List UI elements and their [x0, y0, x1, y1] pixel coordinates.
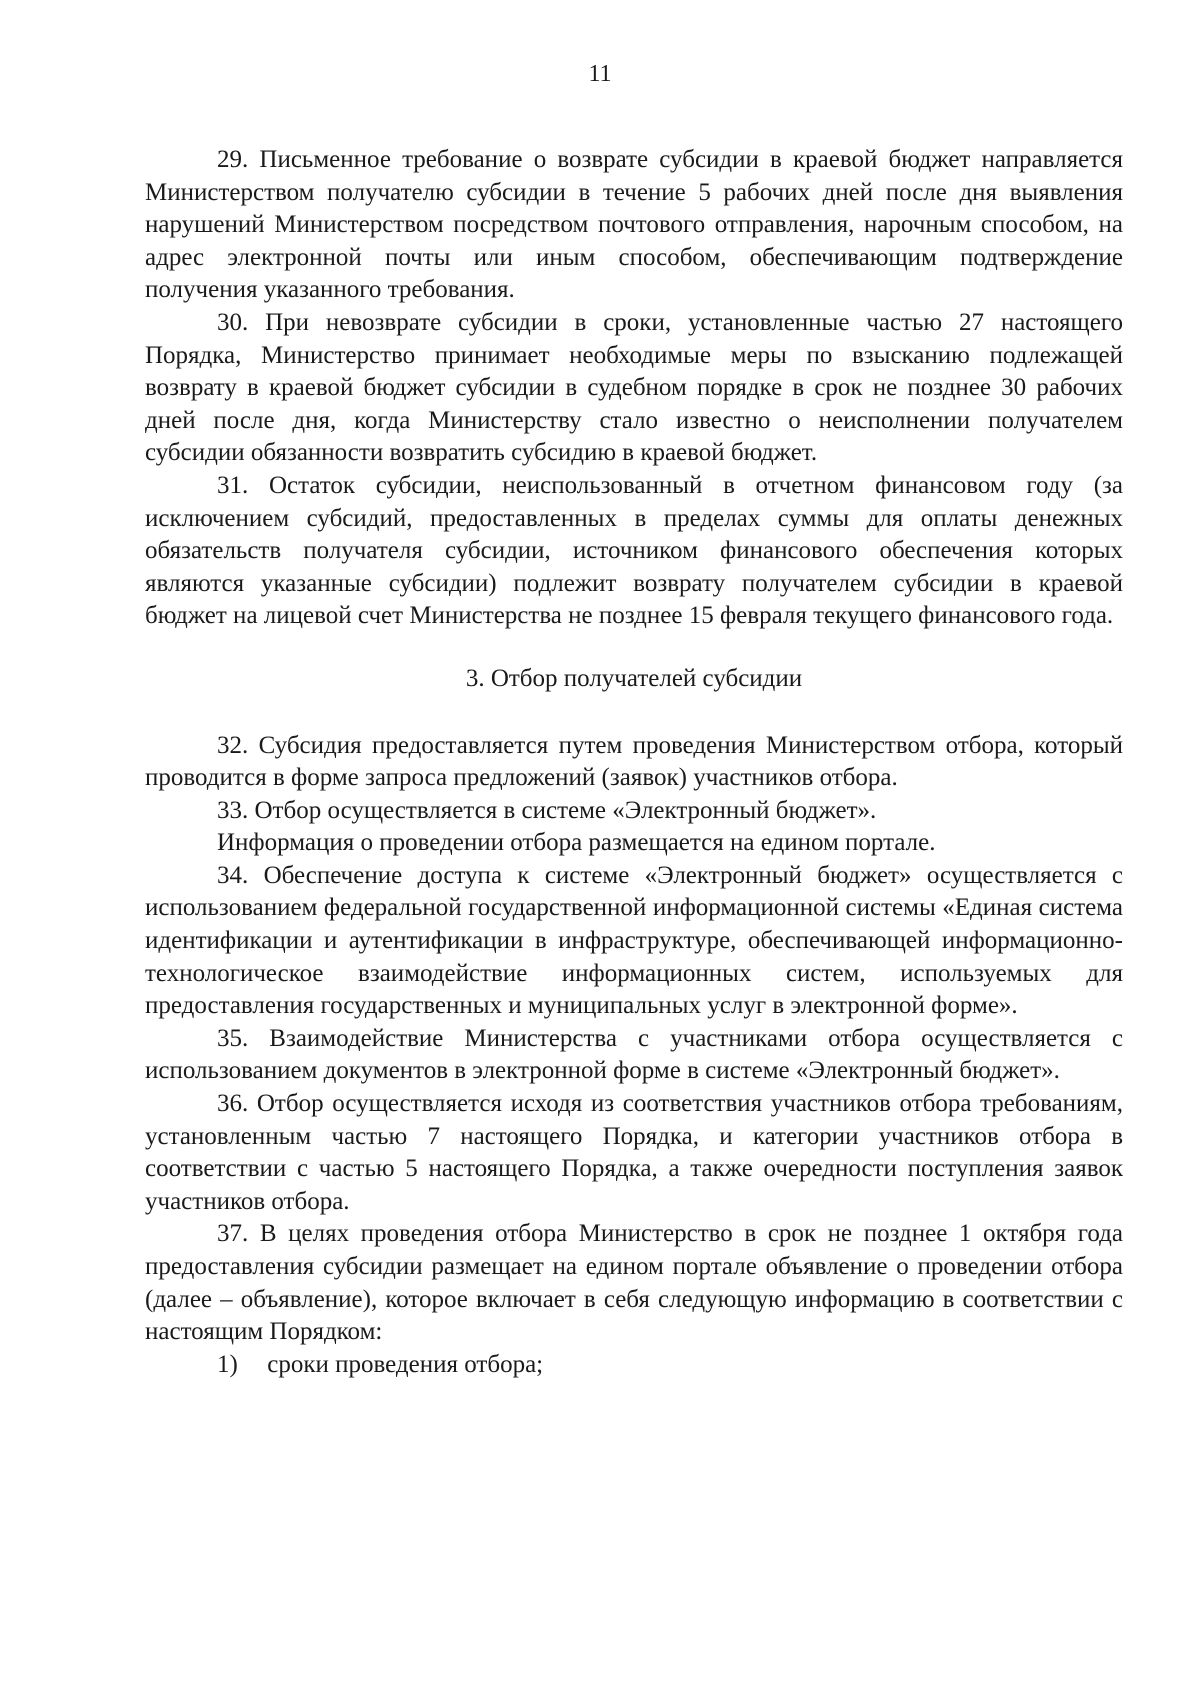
paragraph-35: 35. Взаимодействие Министерства с участниками отбора осуществляется с использованием документов в электронной форме в системе «Электронный бюджет». — [145, 1024, 1123, 1085]
paragraph-34: 34. Обеспечение доступа к системе «Электронный бюджет» осуществляется с использованием федеральной государственной информационной системы «Единая система идентификации и аутентификации в инфраструктуре, обеспечивающей информационно-технологическое взаимодействие информационных систем, используемых для предоставления государственных и муниципальных услуг в электронной форме». — [145, 861, 1123, 1020]
list-item — [145, 1349, 1123, 1382]
section-heading: 3. Отбор получателей субсидии — [465, 664, 803, 692]
paragraph-29: 29. Письменное требование о возврате субсидии в краевой бюджет направляется Министерством получателю субсидии в течение 5 рабочих дней после дня выявления нарушений Министерством посредством почтового отправления, нарочным способом, на адрес электронной почты или иным способом, обеспечивающим подтверждение получения указанного требования. — [145, 146, 1123, 304]
page-number: 11 — [588, 61, 612, 87]
document-body — [145, 144, 1123, 1381]
paragraph-32: 32. Субсидия предоставляется путем проведения Министерством отбора, который проводится в форме запроса предложений (заявок) участников отбора. — [145, 731, 1123, 792]
paragraph-30: 30. При невозврате субсидии в сроки, установленные частью 27 настоящего Порядка, Министерство принимает необходимые меры по взысканию подлежащей возврату в краевой бюджет субсидии в судебном порядке в срок не позднее 30 рабочих дней после дня, когда Министерству стало известно о неисполнении получателем субсидии обязанности возвратить субсидию в краевой бюджет. — [145, 308, 1123, 467]
paragraph-33: 33. Отбор осуществляется в системе «Электронный бюджет». — [217, 796, 877, 824]
paragraph-36: 36. Отбор осуществляется исходя из соответствия участников отбора требованиям, установленным частью 7 настоящего Порядка, и категории участников отбора в соответствии с частью 5 настоящего Порядка, а также очередности поступления заявок участников отбора. — [145, 1090, 1123, 1215]
paragraph-31: 31. Остаток субсидии, неиспользованный в отчетном финансовом году (за исключением субсидий, предоставленных в пределах суммы для оплаты денежных обязательств получателя субсидии, источником финансового обеспечения которых являются указанные субсидии) подлежит возврату получателем субсидии в краевой бюджет на лицевой счет Министерства не позднее 15 февраля текущего финансового года. — [145, 471, 1123, 630]
list-item-text: сроки проведения отбора; — [267, 1350, 544, 1378]
paragraph-37: 37. В целях проведения отбора Министерство в срок не позднее 1 октября года предоставления субсидии размещает на едином портале объявление о проведении отбора (далее – объявление), которое включает в себя следующую информацию в соответствии с настоящим Порядком: — [145, 1220, 1123, 1346]
list-item-number: 1) — [217, 1350, 238, 1378]
paragraph-33-info: Информация о проведении отбора размещается на едином портале. — [217, 829, 936, 857]
